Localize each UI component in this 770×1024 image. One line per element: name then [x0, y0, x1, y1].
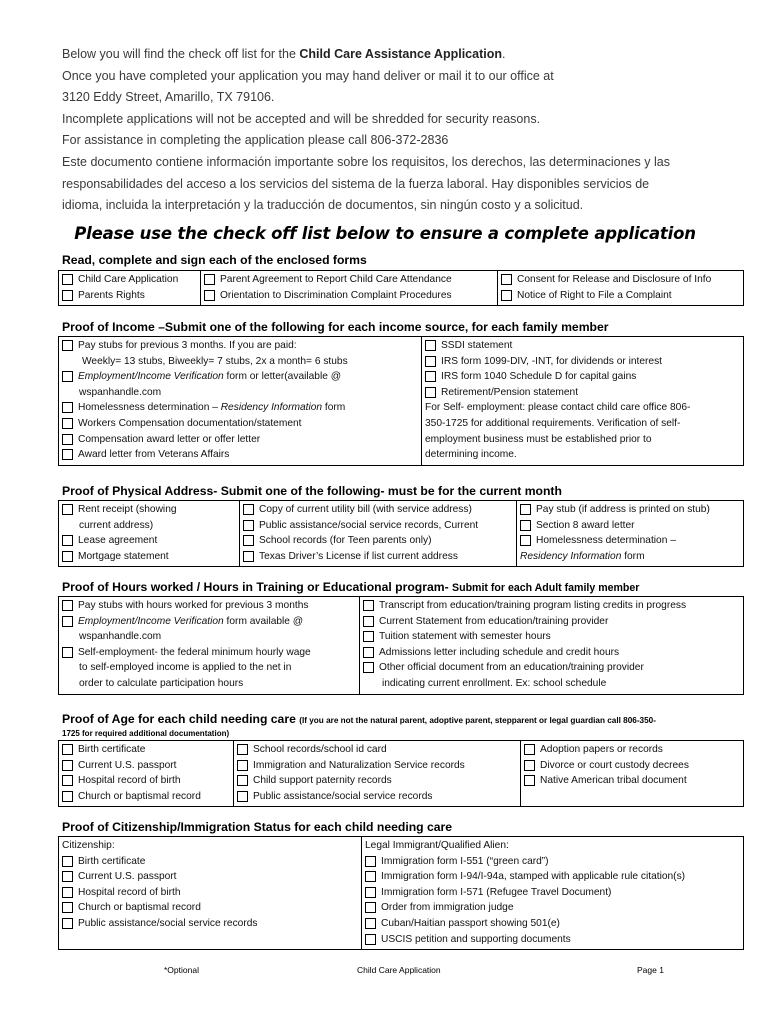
checklist-item[interactable]: Award letter from Veterans Affairs — [62, 447, 418, 463]
intro-line-1: Below you will find the check off list for the Child Care Assistance Application. — [62, 47, 506, 61]
checkbox[interactable] — [62, 371, 73, 382]
checklist-item[interactable]: Tuition statement with semester hours — [363, 629, 740, 645]
age-checklist — [58, 740, 744, 807]
checkbox[interactable] — [62, 535, 73, 546]
checklist-item[interactable]: Immigration and Naturalization Service records — [237, 758, 517, 774]
checklist-item[interactable]: Current U.S. passport — [62, 869, 358, 885]
checklist-item[interactable]: School records (for Teen parents only) — [243, 533, 513, 549]
checklist-item[interactable]: Section 8 award letter — [520, 518, 740, 534]
checklist-item[interactable]: Transcript from education/training program listing credits in progress — [363, 598, 740, 614]
checklist-item[interactable]: Self-employment- the federal minimum hourly wage — [62, 645, 356, 661]
checkbox[interactable] — [363, 662, 374, 673]
checkbox[interactable] — [62, 290, 73, 301]
immigrant-heading: Legal Immigrant/Qualified Alien: — [365, 840, 509, 851]
checkbox[interactable] — [62, 340, 73, 351]
checklist-item[interactable]: Admissions letter including schedule and credit hours — [363, 645, 740, 661]
checkbox[interactable] — [62, 274, 73, 285]
checkbox[interactable] — [62, 504, 73, 515]
checkbox[interactable] — [237, 775, 248, 786]
checklist-item[interactable]: Divorce or court custody decrees — [524, 758, 740, 774]
checklist-item[interactable]: Native American tribal document — [524, 773, 740, 789]
checkbox[interactable] — [62, 871, 73, 882]
checklist-item[interactable]: Copy of current utility bill (with service address) — [243, 502, 513, 518]
checkbox[interactable] — [243, 504, 254, 515]
checkbox[interactable] — [62, 418, 73, 429]
income-checklist: Pay stubs for previous 3 months. If you are paid: Weekly= 13 stubs, Biweekly= 7 stubs, 2x a month= 6 stubs Employment/Income Verification form or letter(available @ wspanhandle.com Homelessness determination – Residency Information form Workers Compensation documentation/statement Compensation award letter or offer letter Award letter from Veterans Affairs SSDI statement IRS form 1099-DIV, -INT, for dividends or interest IRS form 1040 Schedule D for capital gains Retirement/Pension statement For Self- employment: please contact child care office 806- 350-1725 for additional requirements. Verification of self- employment business must be established prior to determining income. — [58, 336, 744, 466]
checklist-item[interactable]: Cuban/Haitian passport showing 501(e) — [365, 916, 740, 932]
checklist-item[interactable]: Child support paternity records — [237, 773, 517, 789]
checkbox[interactable] — [501, 290, 512, 301]
checklist-item[interactable]: Hospital record of birth — [62, 773, 230, 789]
citizenship-heading: Citizenship: — [62, 840, 115, 851]
section-age-title: Proof of Age for each child needing care (If you are not the natural parent, adoptive parent, stepparent or legal guardian call 806-350- — [62, 712, 656, 726]
checklist-item[interactable]: Orientation to Discrimination Complaint Procedures — [204, 288, 494, 304]
checkbox[interactable] — [425, 356, 436, 367]
intro-spanish-3: idioma, incluida la interpretación y la traducción de documentos, sin ningún costo y a solicitud. — [62, 198, 584, 213]
checkbox[interactable] — [363, 631, 374, 642]
checkbox[interactable] — [363, 600, 374, 611]
checkbox[interactable] — [62, 616, 73, 627]
checkbox[interactable] — [520, 504, 531, 515]
section-hours-title: Proof of Hours worked / Hours in Training or Educational program- Submit for each Adult family member — [62, 580, 640, 594]
checklist-item[interactable]: Notice of Right to File a Complaint — [501, 288, 740, 304]
checklist-item[interactable]: Public assistance/social service records, Current — [243, 518, 513, 534]
checkbox[interactable] — [237, 791, 248, 802]
checklist-item[interactable]: Lease agreement — [62, 533, 236, 549]
checklist-item[interactable]: Other official document from an education/training provider — [363, 660, 740, 676]
checkbox[interactable] — [363, 616, 374, 627]
checklist-item[interactable]: Current U.S. passport — [62, 758, 230, 774]
checkbox[interactable] — [237, 760, 248, 771]
checklist-item[interactable]: Pay stubs for previous 3 months. If you are paid: — [62, 338, 418, 354]
checklist-item[interactable]: Homelessness determination – — [520, 533, 740, 549]
forms-checklist — [58, 270, 744, 306]
checkbox[interactable] — [365, 902, 376, 913]
checkbox[interactable] — [62, 791, 73, 802]
checkbox[interactable] — [365, 871, 376, 882]
checkbox[interactable] — [62, 402, 73, 413]
address-checklist: Rent receipt (showing current address) Lease agreement Mortgage statement Copy of current utility bill (with service address) Public assistance/social service records, Current School records (for Teen parents only) Texas Driver’s License if list current address Pay stub (if address is printed on stub) Section 8 award letter Homelessness determination – Residency Information form — [58, 500, 744, 567]
checkbox[interactable] — [204, 290, 215, 301]
checkbox[interactable] — [62, 744, 73, 755]
intro-address: 3120 Eddy Street, Amarillo, TX 79106. — [62, 90, 275, 105]
checkbox[interactable] — [365, 934, 376, 945]
checklist-item[interactable]: Employment/Income Verification form available @ — [62, 614, 356, 630]
checkbox[interactable] — [425, 387, 436, 398]
checkbox[interactable] — [243, 551, 254, 562]
checkbox[interactable] — [62, 600, 73, 611]
checklist-item[interactable]: Adoption papers or records — [524, 742, 740, 758]
checklist-item[interactable]: Birth certificate — [62, 854, 358, 870]
footer-optional-note: *Optional — [164, 965, 199, 975]
checklist-item[interactable]: Parents Rights — [62, 288, 197, 304]
checklist-item[interactable]: Public assistance/social service records — [62, 916, 358, 932]
checklist-item[interactable]: Mortgage statement — [62, 549, 236, 565]
intro-phone: For assistance in completing the application please call 806-372-2836 — [62, 133, 449, 148]
checkbox[interactable] — [62, 551, 73, 562]
section-income-title: Proof of Income –Submit one of the following for each income source, for each family member — [62, 320, 609, 334]
checkbox[interactable] — [237, 744, 248, 755]
checkbox[interactable] — [62, 856, 73, 867]
checkbox[interactable] — [204, 274, 215, 285]
checklist-item[interactable]: Immigration form I-551 (“green card”) — [365, 854, 740, 870]
checklist-item[interactable]: Current Statement from education/training provider — [363, 614, 740, 630]
checkbox[interactable] — [520, 520, 531, 531]
checkbox[interactable] — [62, 449, 73, 460]
checkbox[interactable] — [62, 760, 73, 771]
checklist-item[interactable]: Employment/Income Verification form or letter(available @ — [62, 369, 418, 385]
checkbox[interactable] — [425, 340, 436, 351]
checklist-item[interactable]: SSDI statement — [425, 338, 740, 354]
checklist-item[interactable]: Rent receipt (showing — [62, 502, 236, 518]
checkbox[interactable] — [520, 535, 531, 546]
checklist-item[interactable]: Order from immigration judge — [365, 900, 740, 916]
checkbox[interactable] — [243, 520, 254, 531]
checklist-item[interactable]: Hospital record of birth — [62, 885, 358, 901]
section-age-note: 1725 for required additional documentation) — [62, 729, 230, 738]
intro-spanish-2: responsabilidades del acceso a los servicios del sistema de la fuerza laboral. Hay disponibles servicios de — [62, 176, 650, 191]
checkbox[interactable] — [524, 775, 535, 786]
checkbox[interactable] — [62, 918, 73, 929]
checkbox[interactable] — [62, 887, 73, 898]
checklist-item[interactable]: Workers Compensation documentation/statement — [62, 416, 418, 432]
checklist-item[interactable]: Immigration form I-94/I-94a, stamped with applicable rule citation(s) — [365, 869, 740, 885]
checklist-item[interactable]: Public assistance/social service records — [237, 789, 517, 805]
section-address-title: Proof of Physical Address- Submit one of the following- must be for the current month — [62, 484, 562, 498]
checklist-item[interactable]: IRS form 1099-DIV, -INT, for dividends or interest — [425, 354, 740, 370]
checklist-item[interactable]: Parent Agreement to Report Child Care Attendance — [204, 272, 494, 288]
checkbox[interactable] — [365, 887, 376, 898]
checklist-item[interactable]: IRS form 1040 Schedule D for capital gains — [425, 369, 740, 385]
checklist-item[interactable]: Pay stub (if address is printed on stub) — [520, 502, 740, 518]
checkbox[interactable] — [62, 902, 73, 913]
checklist-item[interactable]: Church or baptismal record — [62, 900, 358, 916]
checkbox[interactable] — [524, 760, 535, 771]
page-title: Please use the check off list below to ensure a complete application — [74, 224, 696, 243]
checklist-item[interactable]: Retirement/Pension statement — [425, 385, 740, 401]
hours-checklist: Pay stubs with hours worked for previous 3 months Employment/Income Verification form available @ wspanhandle.com Self-employment- the federal minimum hourly wage to self-employed income is applied to the net in order to calculate participation hours Transcript from education/training program listing credits in progress Current Statement from education/training provider Tuition statement with semester hours Admissions letter including schedule and credit hours Other official document from an education/training provider indicating current enrollment. Ex: school schedule — [58, 596, 744, 695]
checkbox[interactable] — [425, 371, 436, 382]
checklist-item[interactable]: Immigration form I-571 (Refugee Travel Document) — [365, 885, 740, 901]
intro-line-2: Once you have completed your application you may hand deliver or mail it to our office at — [62, 68, 554, 83]
footer-page-number: Page 1 — [637, 965, 664, 975]
checkbox[interactable] — [365, 856, 376, 867]
checklist-item[interactable]: School records/school id card — [237, 742, 517, 758]
checkbox[interactable] — [524, 744, 535, 755]
section-forms-title: Read, complete and sign each of the enclosed forms — [62, 253, 367, 267]
checklist-item[interactable]: Pay stubs with hours worked for previous 3 months — [62, 598, 356, 614]
intro-line-4: Incomplete applications will not be accepted and will be shredded for security reasons. — [62, 111, 541, 126]
checkbox[interactable] — [501, 274, 512, 285]
checklist-item[interactable]: Church or baptismal record — [62, 789, 230, 805]
checklist-item[interactable]: Birth certificate — [62, 742, 230, 758]
checklist-item[interactable]: Compensation award letter or offer letter — [62, 432, 418, 448]
checklist-item[interactable]: USCIS petition and supporting documents — [365, 932, 740, 948]
checklist-item[interactable]: Homelessness determination – Residency Information form — [62, 400, 418, 416]
checkbox[interactable] — [62, 647, 73, 658]
checkbox[interactable] — [363, 647, 374, 658]
checkbox[interactable] — [62, 434, 73, 445]
footer-doc-name: Child Care Application — [357, 965, 441, 975]
intro-spanish-1: Este documento contiene información importante sobre los requisitos, los derechos, las determinaciones y las — [62, 154, 670, 169]
checkbox[interactable] — [243, 535, 254, 546]
checklist-item[interactable]: Consent for Release and Disclosure of Info — [501, 272, 740, 288]
checklist-item[interactable]: Child Care Application — [62, 272, 197, 288]
checkbox[interactable] — [365, 918, 376, 929]
citizenship-checklist — [58, 836, 744, 950]
intro-text — [62, 44, 722, 217]
checkbox[interactable] — [62, 775, 73, 786]
section-citizenship-title: Proof of Citizenship/Immigration Status for each child needing care — [62, 820, 453, 834]
checklist-item[interactable]: Texas Driver’s License if list current address — [243, 549, 513, 565]
